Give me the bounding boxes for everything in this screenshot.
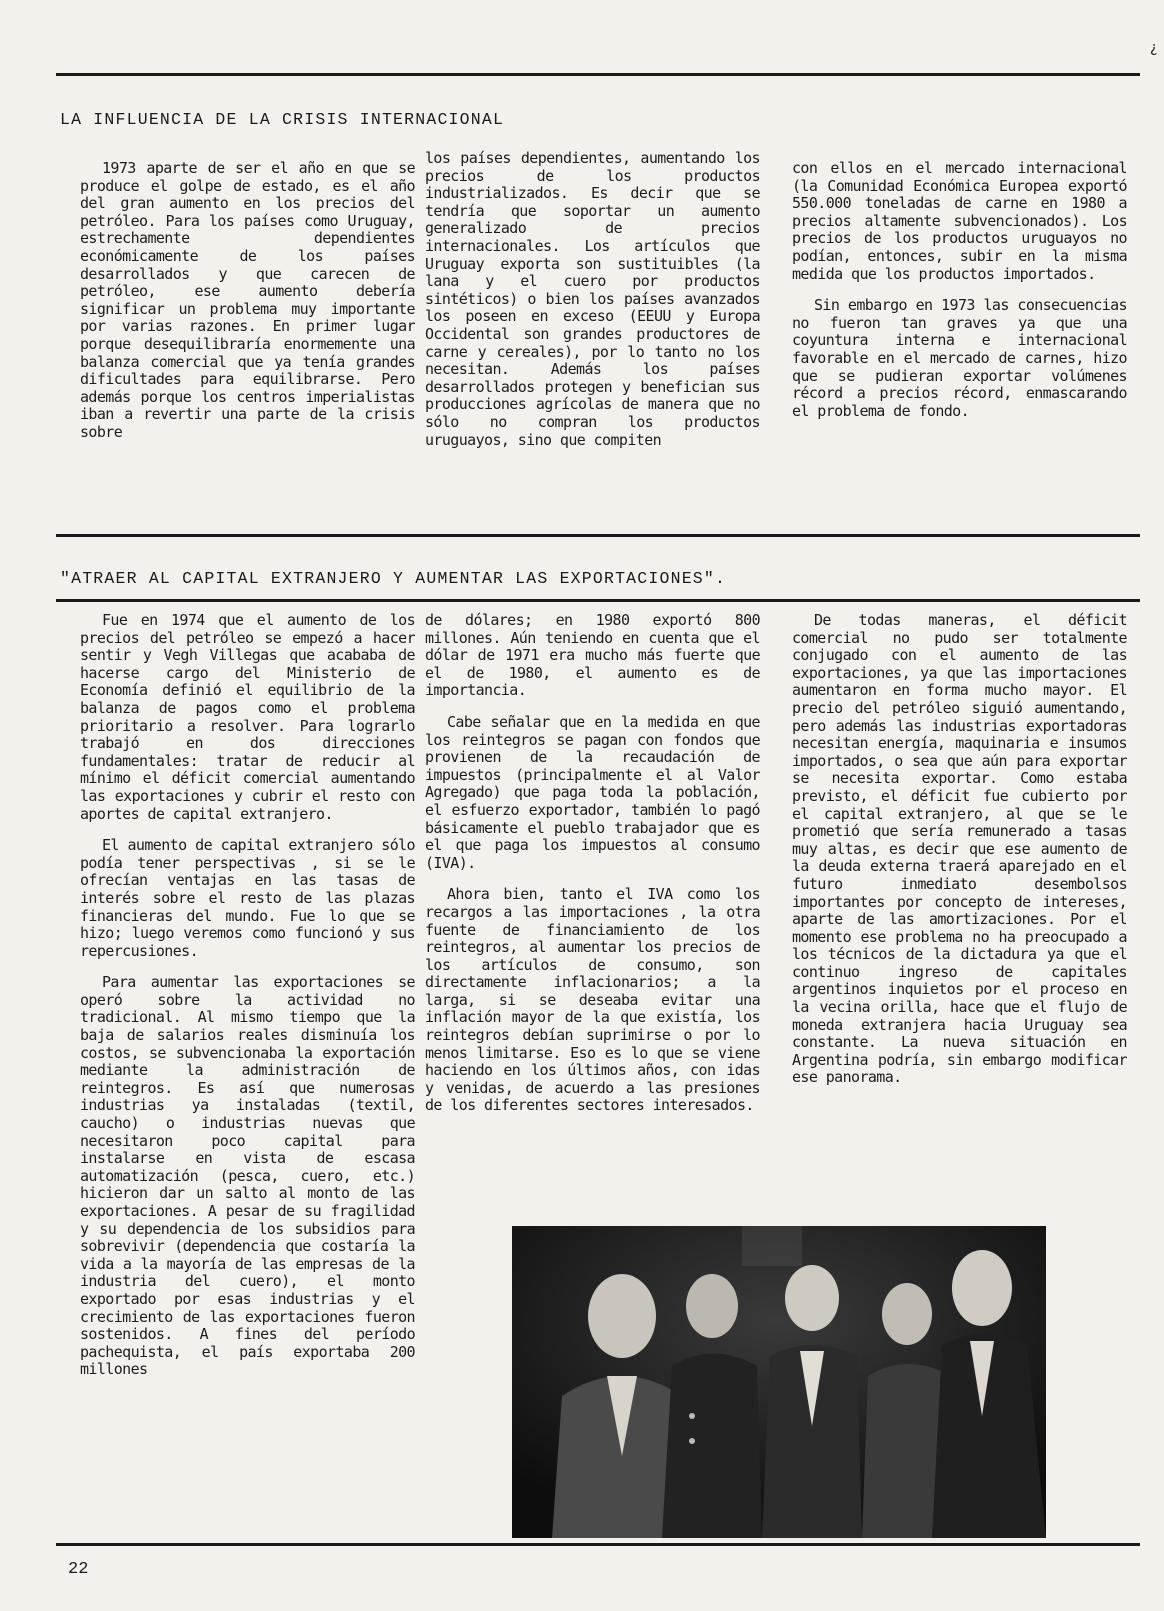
paragraph: Fue en 1974 que el aumento de los precios del petróleo se empezó a hacer sentir y Vegh Villegas que acababa de hacerse cargo del Ministerio de Economía definió el equilibrio de la balanza de pagos como el problema prioritario a resolver. Para lograrlo trabajó en dos direcciones fundamentales: tratar de reducir al mínimo el déficit comercial aumentando las exportaciones y cubrir el resto con aportes de capital extranjero. <box>80 612 415 823</box>
section1-column-2 <box>425 150 760 500</box>
paragraph: Ahora bien, tanto el IVA como los recargos a las importaciones , la otra fuente de financiamiento de los reintegros, al aumentar los precios de los artículos de consumo, son directamente inflacionarios; a la larga, si se deseaba evitar una inflación mayor de la que existía, los reintegros debían suprimirse o por lo menos limitarse. Eso es lo que se viene haciendo en los últimos años, con idas y venidas, de acuerdo a las presiones de los diferentes sectores interesados. <box>425 885 760 1115</box>
section1-heading: LA INFLUENCIA DE LA CRISIS INTERNACIONAL <box>60 110 505 129</box>
paragraph: los países dependientes, aumentando los precios de los productos industrializados. Es decir que se tendría que soportar un aumento generalizado de precios internacionales. Los artículos que Uruguay exporta son sustituibles (la lana y el cuero por productos sintéticos) o bien los países avanzados los poseen en exceso (EEUU y Europa Occidental son grandes productores de carne y cereales), por lo tanto no los necesitan. Además los países desarrollados protegen y benefician sus producciones agrícolas de manera que no sólo no compran los productos uruguayos, sino que compiten <box>425 150 760 449</box>
section2-column-2 <box>425 612 760 1212</box>
paragraph: con ellos en el mercado internacional (la Comunidad Económica Europea exportó 550.000 toneladas de carne en 1980 a precios altamente subvencionados). Los precios de los productos uruguayos no podían, entonces, subir en la misma medida que los productos importados. <box>792 160 1127 283</box>
paragraph: Sin embargo en 1973 las consecuencias no fueron tan graves ya que una coyuntura interna e internacional favorable en el mercado de carnes, hizo que se pudieran exportar volúmenes récord a precios récord, enmascarando el problema de fondo. <box>792 296 1127 420</box>
corner-mark: ¿ <box>1150 40 1158 56</box>
paragraph: Para aumentar las exportaciones se operó sobre la actividad no tradicional. Al mismo tiempo que la baja de salarios reales disminuía los costos, se subvencionaba la exportación mediante la administración de reintegros. Es así que numerosas industrias ya instaladas (textil, caucho) o industrias nuevas que necesitaron poco capital para instalarse en vista de escasa automatización (pesca, cuero, etc.) hicieron dar un salto al monto de las exportaciones. A pesar de su fragilidad y su dependencia de los subsidios para sobrevivir (dependencia que costaría la vida a la mayoría de las empresas de la industria del cuero), el monto exportado por esas industrias y el crecimiento de las exportaciones fueron sostenidos. A fines del período pachequista, el país exportaba 200 millones <box>80 973 415 1379</box>
section2-column-3 <box>792 612 1127 1212</box>
photograph-figures <box>512 1226 1046 1538</box>
paragraph: Cabe señalar que en la medida en que los reintegros se pagan con fondos que provienen de la recaudación de impuestos (principalmente el al Valor Agregado) que paga toda la población, el esfuerzo exportador, también lo pagó básicamente el pueblo trabajador que es el que paga los impuestos al consumo (IVA). <box>425 712 760 872</box>
top-rule <box>56 73 1140 76</box>
bottom-rule <box>56 1543 1140 1546</box>
paragraph: El aumento de capital extranjero sólo podía tener perspectivas , si se le ofrecían ventajas en las tasas de interés sobre el resto de las plazas financieras del mundo. Fue lo que se hizo; luego veremos como funcionó y sus repercusiones. <box>80 836 415 960</box>
section2-heading: "ATRAER AL CAPITAL EXTRANJERO Y AUMENTAR LAS EXPORTACIONES". <box>60 569 727 588</box>
middle-rule-2 <box>56 599 1140 602</box>
section1-column-1 <box>80 160 415 510</box>
photograph-officials <box>512 1226 1046 1538</box>
section2-column-1 <box>80 612 415 1552</box>
section1-column-3 <box>792 160 1127 510</box>
paragraph: De todas maneras, el déficit comercial no pudo ser totalmente conjugado con el aumento de las exportaciones, ya que las importaciones aumentaron en forma mucho mayor. El precio del petróleo siguió aumentando, pero además las industrias exportadoras necesitan energía, maquinaria e insumos importados, o sea que aún para exportar se necesita exportar. Como estaba previsto, el déficit fue cubierto por el capital extranjero, al que se le prometió que sería remunerado a tasas muy altas, es decir que ese aumento de la deuda externa traerá aparejado en el futuro inmediato desembolsos importantes por concepto de intereses, aparte de las amortizaciones. Por el momento ese problema no ha preocupado a los técnicos de la dictadura ya que el continuo ingreso de capitales argentinos inquietos por el proceso en la vecina orilla, hace que el flujo de moneda extranjera hacia Uruguay sea constante. La nueva situación en Argentina podría, sin embargo modificar ese panorama. <box>792 612 1127 1087</box>
paragraph: de dólares; en 1980 exportó 800 millones. Aún teniendo en cuenta que el dólar de 1971 era mucho más fuerte que el de 1980, el aumento es de importancia. <box>425 612 760 700</box>
page-number: 22 <box>68 1560 89 1579</box>
paragraph: 1973 aparte de ser el año en que se produce el golpe de estado, es el año del gran aumento en los precios del petróleo. Para los países como Uruguay, estrechamente dependientes económicamente de los países desarrollados y que carecen de petróleo, ese aumento debería significar un problema muy importante por varias razones. En primer lugar porque desequilibraría enormemente una balanza comercial que ya tenía grandes dificultades para equilibrarse. Pero además porque los centros imperialistas iban a revertir una parte de la crisis sobre <box>80 160 415 441</box>
middle-rule-1 <box>56 534 1140 537</box>
